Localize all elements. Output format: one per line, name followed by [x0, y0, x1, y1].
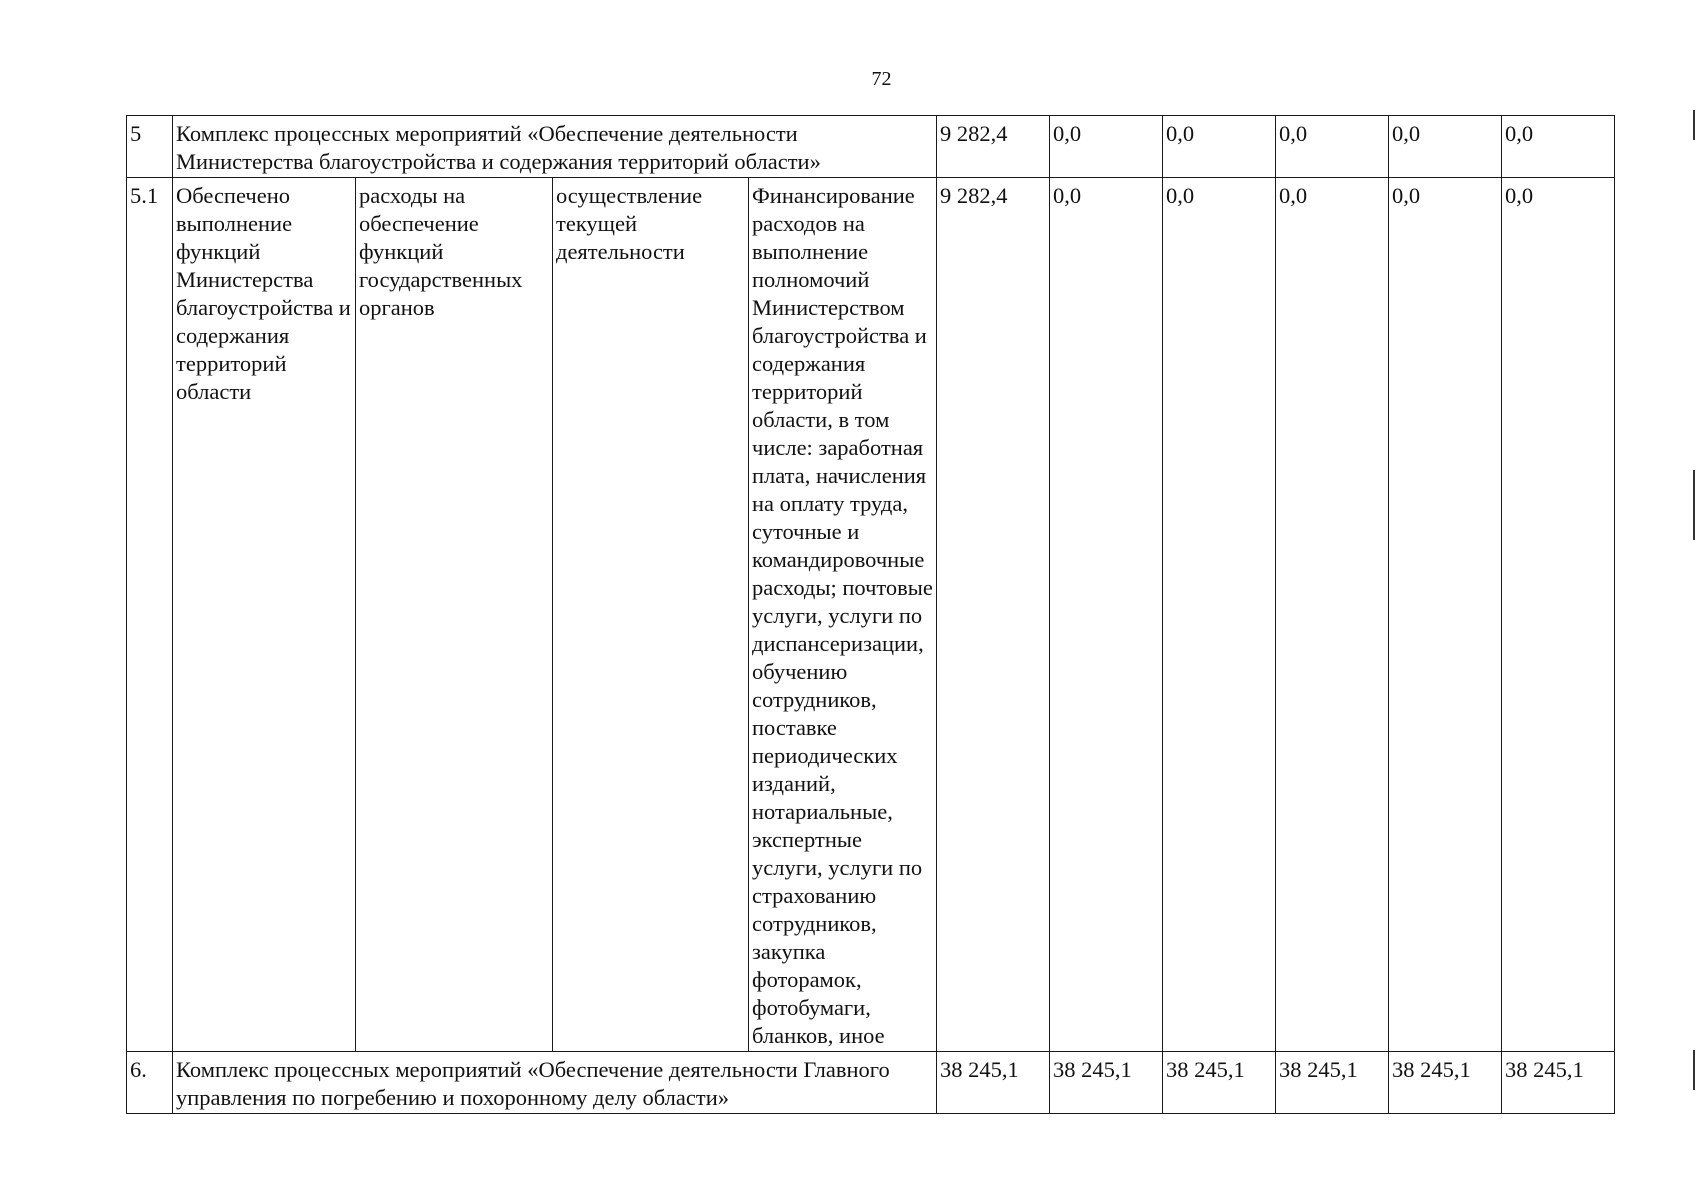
value-cell: 0,0 — [1050, 178, 1163, 1052]
row-number: 5.1 — [127, 178, 173, 1052]
value-cell: 9 282,4 — [937, 116, 1050, 178]
value-cell: 38 245,1 — [937, 1052, 1050, 1114]
table-row-5 — [127, 116, 1615, 178]
value-cell: 0,0 — [1276, 116, 1389, 178]
value-cell: 0,0 — [1502, 178, 1615, 1052]
value-cell: 0,0 — [1163, 116, 1276, 178]
budget-table — [126, 115, 1615, 1114]
row-title: Комплекс процессных мероприятий «Обеспечение деятельности Министерства благоустройства и содержания территорий области» — [173, 116, 937, 178]
row-number: 6. — [127, 1052, 173, 1114]
result-cell: Обеспечено выполнение функций Министерства благоустройства и содержания территорий области — [173, 178, 356, 1052]
activity-cell: осуществление текущей деятельности — [553, 178, 749, 1052]
description-cell: Финансирование расходов на выполнение полномочий Министерством благоустройства и содержания территорий области, в том числе: заработная плата, начисления на оплату труда, суточные и командировочные расходы; почтовые услуги, услуги по диспансеризации, обучению сотрудников, поставке периодических изданий, нотариальные, экспертные услуги, услуги по страхованию сотрудников, закупка фоторамок, фотобумаги, бланков, иное — [749, 178, 937, 1052]
value-cell: 38 245,1 — [1163, 1052, 1276, 1114]
scan-margin-mark — [1693, 110, 1695, 140]
value-cell: 9 282,4 — [937, 178, 1050, 1052]
table-row-5-1 — [127, 178, 1615, 1052]
value-cell: 0,0 — [1389, 178, 1502, 1052]
value-cell: 0,0 — [1050, 116, 1163, 178]
expense-cell: расходы на обеспечение функций государственных органов — [356, 178, 553, 1052]
value-cell: 38 245,1 — [1502, 1052, 1615, 1114]
row-title: Комплекс процессных мероприятий «Обеспечение деятельности Главного управления по погребению и похоронному делу области» — [173, 1052, 937, 1114]
value-cell: 0,0 — [1276, 178, 1389, 1052]
scan-margin-mark — [1693, 1050, 1695, 1090]
value-cell: 38 245,1 — [1389, 1052, 1502, 1114]
value-cell: 0,0 — [1163, 178, 1276, 1052]
page-number: 72 — [871, 68, 892, 90]
value-cell: 0,0 — [1389, 116, 1502, 178]
value-cell: 0,0 — [1502, 116, 1615, 178]
row-number: 5 — [127, 116, 173, 178]
value-cell: 38 245,1 — [1276, 1052, 1389, 1114]
table-row-6 — [127, 1052, 1615, 1114]
scan-margin-mark — [1693, 470, 1695, 540]
value-cell: 38 245,1 — [1050, 1052, 1163, 1114]
